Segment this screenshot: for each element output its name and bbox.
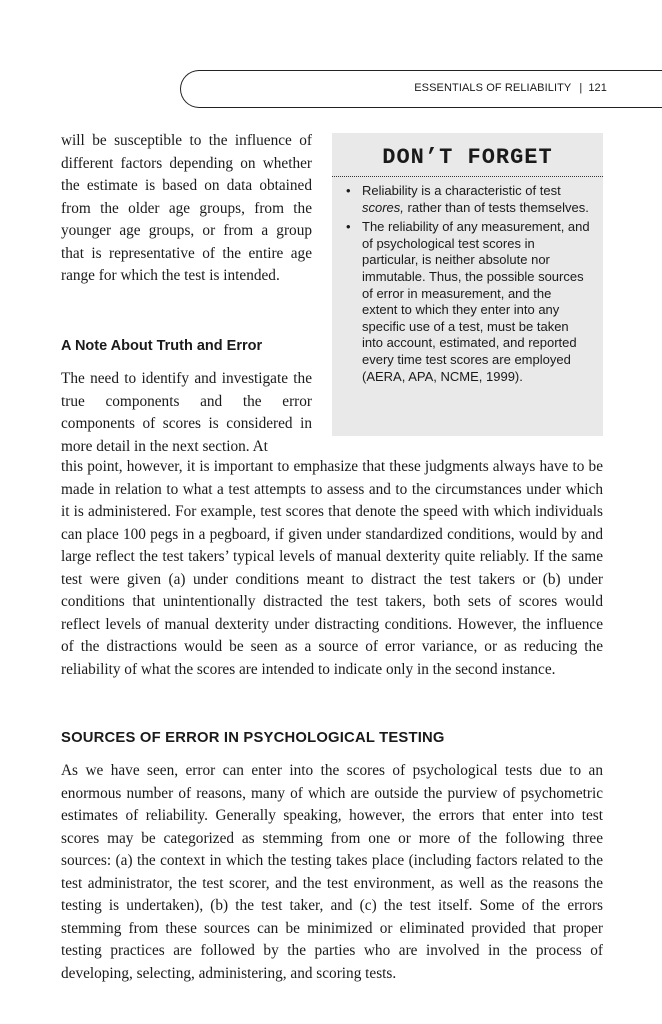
dont-forget-item: • Reliability is a characteristic of test scores, rather than of tests themselves. <box>346 183 589 215</box>
page-number: 121 <box>588 82 607 94</box>
truth-error-paragraph-continued: this point, however, it is important to emphasize that these judgments always have to be made in relation to what a test attempts to assess and to the circumstances under which it is administered. For example, test scores that denote the speed with which individuals can place 100 pegs in a pegboard, if given under standardized conditions, would by and large reflect the test takers’ typical levels of manual dexterity quite reliably. If the same test were given (a) under conditions meant to distract the test takers or (b) under conditions that unintentionally distracted the test takers, both sets of scores would reflect levels of manual dexterity under distracting conditions. However, the influence of the distractions would be seen as a source of error variance, or as reducing the reliability of what the scores are intended to indicate only in the second instance. <box>61 458 603 678</box>
header-separator: | <box>579 82 583 94</box>
dont-forget-title: DON’T FORGET <box>382 145 553 170</box>
emphasis-scores: scores, <box>362 199 404 215</box>
sources-of-error-paragraph: As we have seen, error can enter into the scores of psychological tests due to an enormous number of reasons, many of which are outside the purview of psychometric estimates of reliability. Generally speaking, however, the errors that enter into test scores may be categorized as stemming from one or more of the following three sources: (a) the context in which the testing takes place (including factors related to the test administrator, the test scorer, and the test environment, as well as the reasons the testing is undertaken), (b) the test taker, and (c) the test itself. Some of the errors stemming from these sources can be minimized or eliminated provided that proper testing practices are followed by the parties who are involved in the process of developing, selecting, administering, and scoring tests. <box>61 762 603 982</box>
dont-forget-divider <box>332 176 603 177</box>
intro-paragraph: will be susceptible to the influence of different factors depending on whether the estimate is based on data obtained from the older age groups, from the younger age groups, or from a group that is representative of the entire age range for which the test is intended. <box>61 132 312 284</box>
dont-forget-box <box>332 133 603 436</box>
dont-forget-list <box>342 183 590 388</box>
section-heading-truth-error: A Note About Truth and Error <box>61 338 263 354</box>
dont-forget-item: • The reliability of any measurement, and of psychological test scores in particular, is neither absolute nor immutable. Thus, the possible sources of error in measurement, and the extent to which they enter into any specific use of a test, must be taken into account, estimated, and reported every time test scores are employed (AERA, APA, NCME, 1999). <box>346 219 590 384</box>
running-title: ESSENTIALS OF RELIABILITY <box>414 82 572 94</box>
bullet-icon: • <box>346 183 351 198</box>
truth-error-paragraph-start: The need to identify and investigate the true components and the error components of scores is considered in more detail in the next section. At <box>61 370 312 455</box>
section-heading-sources-of-error: SOURCES OF ERROR IN PSYCHOLOGICAL TESTING <box>61 730 445 746</box>
running-header <box>414 82 607 94</box>
bullet-icon: • <box>346 219 351 235</box>
